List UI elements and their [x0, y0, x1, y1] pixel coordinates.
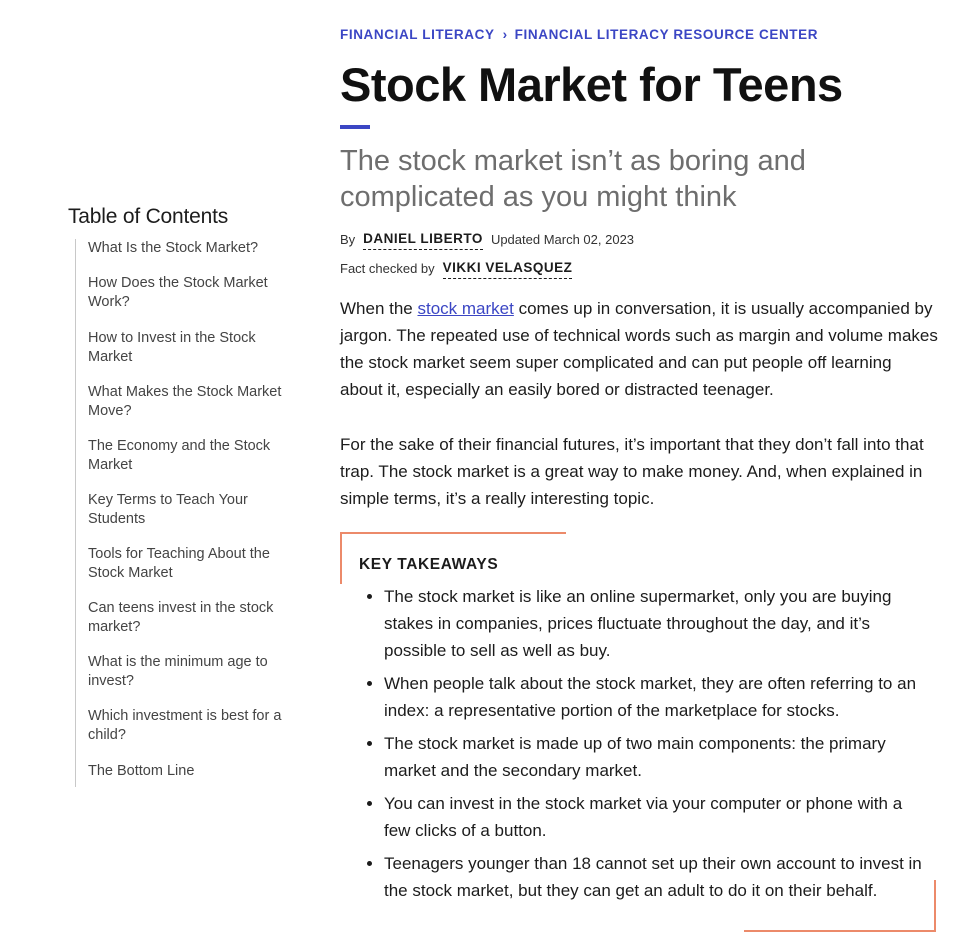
fact-checked-label: Fact checked by — [340, 260, 435, 276]
author-link[interactable]: DANIEL LIBERTO — [363, 229, 483, 250]
breadcrumb-financial-literacy[interactable]: FINANCIAL LITERACY — [340, 27, 495, 42]
page-title: Stock Market for Teens — [340, 58, 843, 111]
updated-date: Updated March 02, 2023 — [490, 231, 635, 247]
second-paragraph: For the sake of their financial futures, it’s important that they don’t fall into that trap. The stock market is a great way to make money. And, when explained in simple terms, it’s a really interesting topic. — [340, 435, 924, 508]
article — [340, 26, 940, 529]
para1-text-after: comes up in conversation, it is usually accompanied by jargon. The repeated use of technical words such as margin and volume makes the stock market seem super complicated and can put people off learning about it, especially an easily bored or distracted teenager. — [340, 299, 938, 399]
byline — [340, 229, 940, 250]
toc-item-best-investment[interactable]: Which investment is best for a child? — [88, 708, 282, 743]
table-of-contents — [67, 203, 292, 787]
stock-market-link[interactable]: stock market — [417, 299, 514, 318]
toc-item-what-is[interactable]: What Is the Stock Market? — [88, 240, 259, 256]
para1-text-before: When the — [340, 299, 418, 318]
toc-item-bottom-line[interactable]: The Bottom Line — [88, 763, 195, 779]
toc-item-key-terms[interactable]: Key Terms to Teach Your Students — [88, 492, 248, 527]
intro-paragraph — [340, 295, 938, 403]
toc-item-how-does[interactable]: How Does the Stock Market Work? — [88, 275, 268, 310]
article-subtitle: The stock market isn’t as boring and complicated as you might think — [340, 145, 806, 213]
toc-item-tools[interactable]: Tools for Teaching About the Stock Market — [88, 546, 270, 581]
toc-item-how-to-invest[interactable]: How to Invest in the Stock Market — [88, 330, 256, 365]
takeaway-item: • You can invest in the stock market via your computer or phone with a few clicks of a button. — [384, 790, 924, 844]
breadcrumb — [340, 26, 940, 44]
toc-list — [75, 239, 292, 787]
toc-title: Table of Contents — [68, 205, 229, 228]
toc-item-minimum-age[interactable]: What is the minimum age to invest? — [88, 654, 268, 689]
takeaway-item: • The stock market is like an online supermarket, only you are buying stakes in companies, prices fluctuate throughout the day, and it’s possible to sell as well as buy. — [384, 583, 924, 664]
toc-item-can-teens[interactable]: Can teens invest in the stock market? — [88, 600, 274, 635]
takeaway-item: • The stock market is made up of two main components: the primary market and the secondary market. — [384, 730, 924, 784]
fact-check-line — [340, 258, 940, 279]
takeaways-list — [362, 583, 924, 910]
takeaway-item: • Teenagers younger than 18 cannot set up their own account to invest in the stock market, but they can get an adult to do it on their behalf. — [384, 850, 924, 904]
title-accent-bar — [340, 125, 370, 129]
toc-item-what-makes[interactable]: What Makes the Stock Market Move? — [88, 384, 282, 419]
key-takeaways-box — [340, 532, 936, 932]
takeaways-title: KEY TAKEAWAYS — [359, 556, 499, 573]
chevron-right-icon: › — [502, 27, 508, 42]
by-label: By — [340, 231, 356, 247]
breadcrumb-resource-center[interactable]: FINANCIAL LITERACY RESOURCE CENTER — [514, 27, 819, 42]
fact-checker-link[interactable]: VIKKI VELASQUEZ — [443, 258, 573, 279]
takeaway-item: • When people talk about the stock market, they are often referring to an index: a representative portion of the marketplace for stocks. — [384, 670, 924, 724]
toc-item-economy[interactable]: The Economy and the Stock Market — [88, 438, 271, 473]
